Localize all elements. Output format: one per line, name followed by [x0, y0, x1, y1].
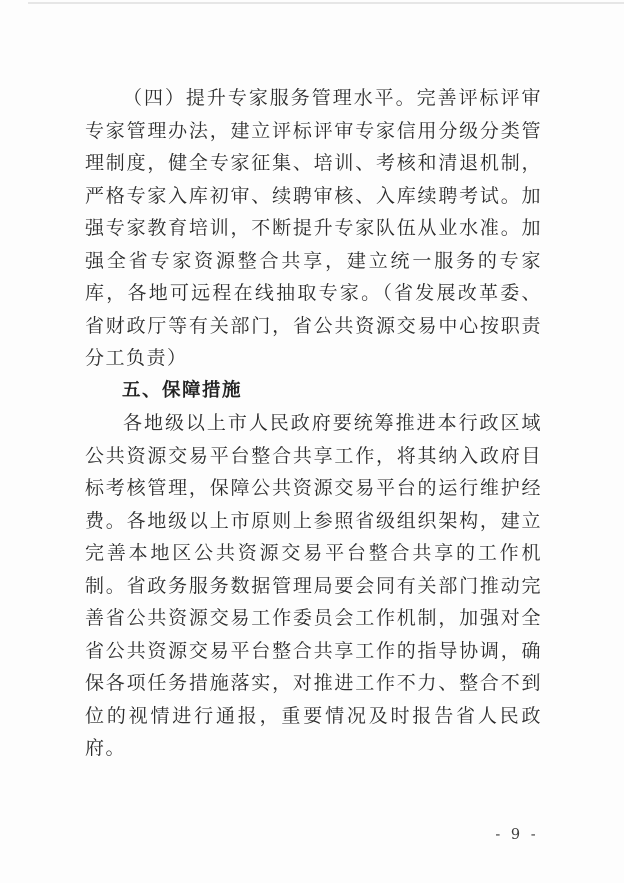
section-heading-five-safeguard-measures: 五、保障措施: [122, 379, 243, 401]
paragraph-item-four-expert-services: （四）提升专家服务管理水平。完善评标评审专家管理办法，建立评标评审专家信用分级分类管理制度，健全专家征集、培训、考核和清退机制，严格专家入库初审、续聘审核、入库续聘考试。加强专家教育培训，不断提升专家队伍从业水准。加强全省专家资源整合共享，建立统一服务的专家库，各地可远程在线抽取专家。（省发展改革委、省财政厅等有关部门，省公共资源交易中心按职责分工负责）: [85, 87, 542, 369]
scan-artifact-top-line: [28, 2, 624, 4]
page-number: - 9 -: [495, 827, 539, 843]
document-body: [85, 82, 542, 765]
paragraph-safeguard-measures: 各地级以上市人民政府要统筹推进本行政区域公共资源交易平台整合共享工作，将其纳入政府目标考核管理，保障公共资源交易平台的运行维护经费。各地级以上市原则上参照省级组织架构，建立完善本地区公共资源交易平台整合共享的工作机制。省政务服务数据管理局要会同有关部门推动完善省公共资源交易工作委员会工作机制，加强对全省公共资源交易平台整合共享工作的指导协调，确保各项任务措施落实，对推进工作不力、整合不到位的视情进行通报，重要情况及时报告省人民政府。: [85, 412, 542, 759]
